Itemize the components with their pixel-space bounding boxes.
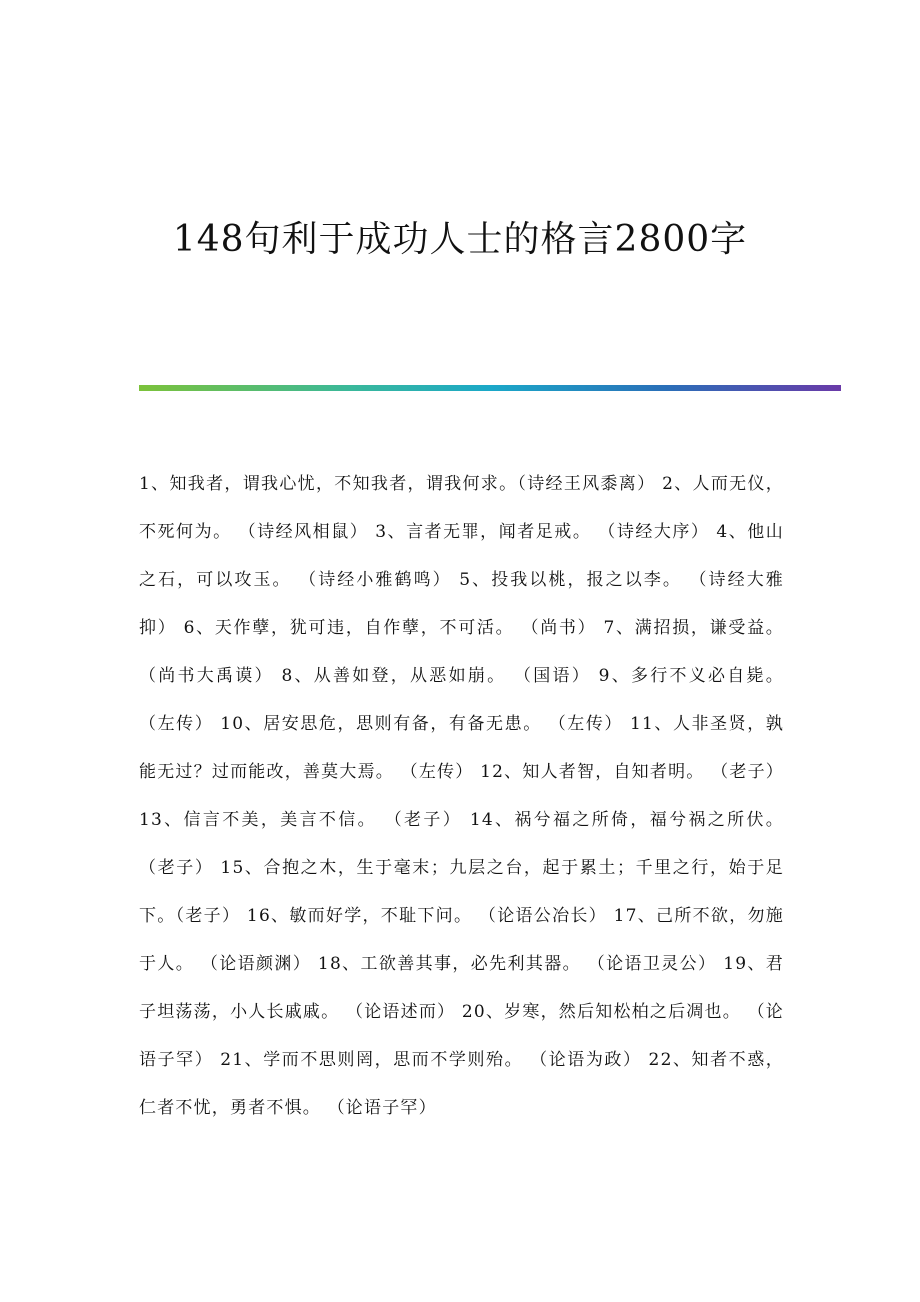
document-body: 1、知我者，谓我心忧，不知我者，谓我何求。（诗经王风黍离） 2、人而无仪，不死何为。 （诗经风相鼠） 3、言者无罪，闻者足戒。 （诗经大序） 4、他山之石，可以攻玉。 （诗经小雅鹤鸣） 5、投我以桃，报之以李。 （诗经大雅抑） 6、天作孽，犹可违，自作孽，不可活。 （尚书） 7、满招损，谦受益。 （尚书大禹谟） 8、从善如登，从恶如崩。 （国语） 9、多行不义必自毙。 （左传） 10、居安思危，思则有备，有备无患。 （左传） 11、人非圣贤，孰能无过？过而能改，善莫大焉。 （左传） 12、知人者智，自知者明。 （老子） 13、信言不美，美言不信。 （老子） 14、祸兮福之所倚，福兮祸之所伏。 （老子） 15、合抱之木，生于毫末；九层之台，起于累土；千里之行，始于足下。（老子） 16、敏而好学，不耻下问。 （论语公冶长） 17、己所不欲，勿施于人。 （论语颜渊） 18、工欲善其事，必先利其器。 （论语卫灵公） 19、君子坦荡荡，小人长戚戚。 （论语述而） 20、岁寒，然后知松柏之后凋也。 （论语子罕） 21、学而不思则罔，思而不学则殆。 （论语为政） 22、知者不惑，仁者不忧，勇者不惧。 （论语子罕） bbox=[139, 474, 784, 1118]
document-title: 148句利于成功人士的格言2800字 bbox=[172, 219, 748, 260]
gradient-divider bbox=[139, 385, 841, 391]
